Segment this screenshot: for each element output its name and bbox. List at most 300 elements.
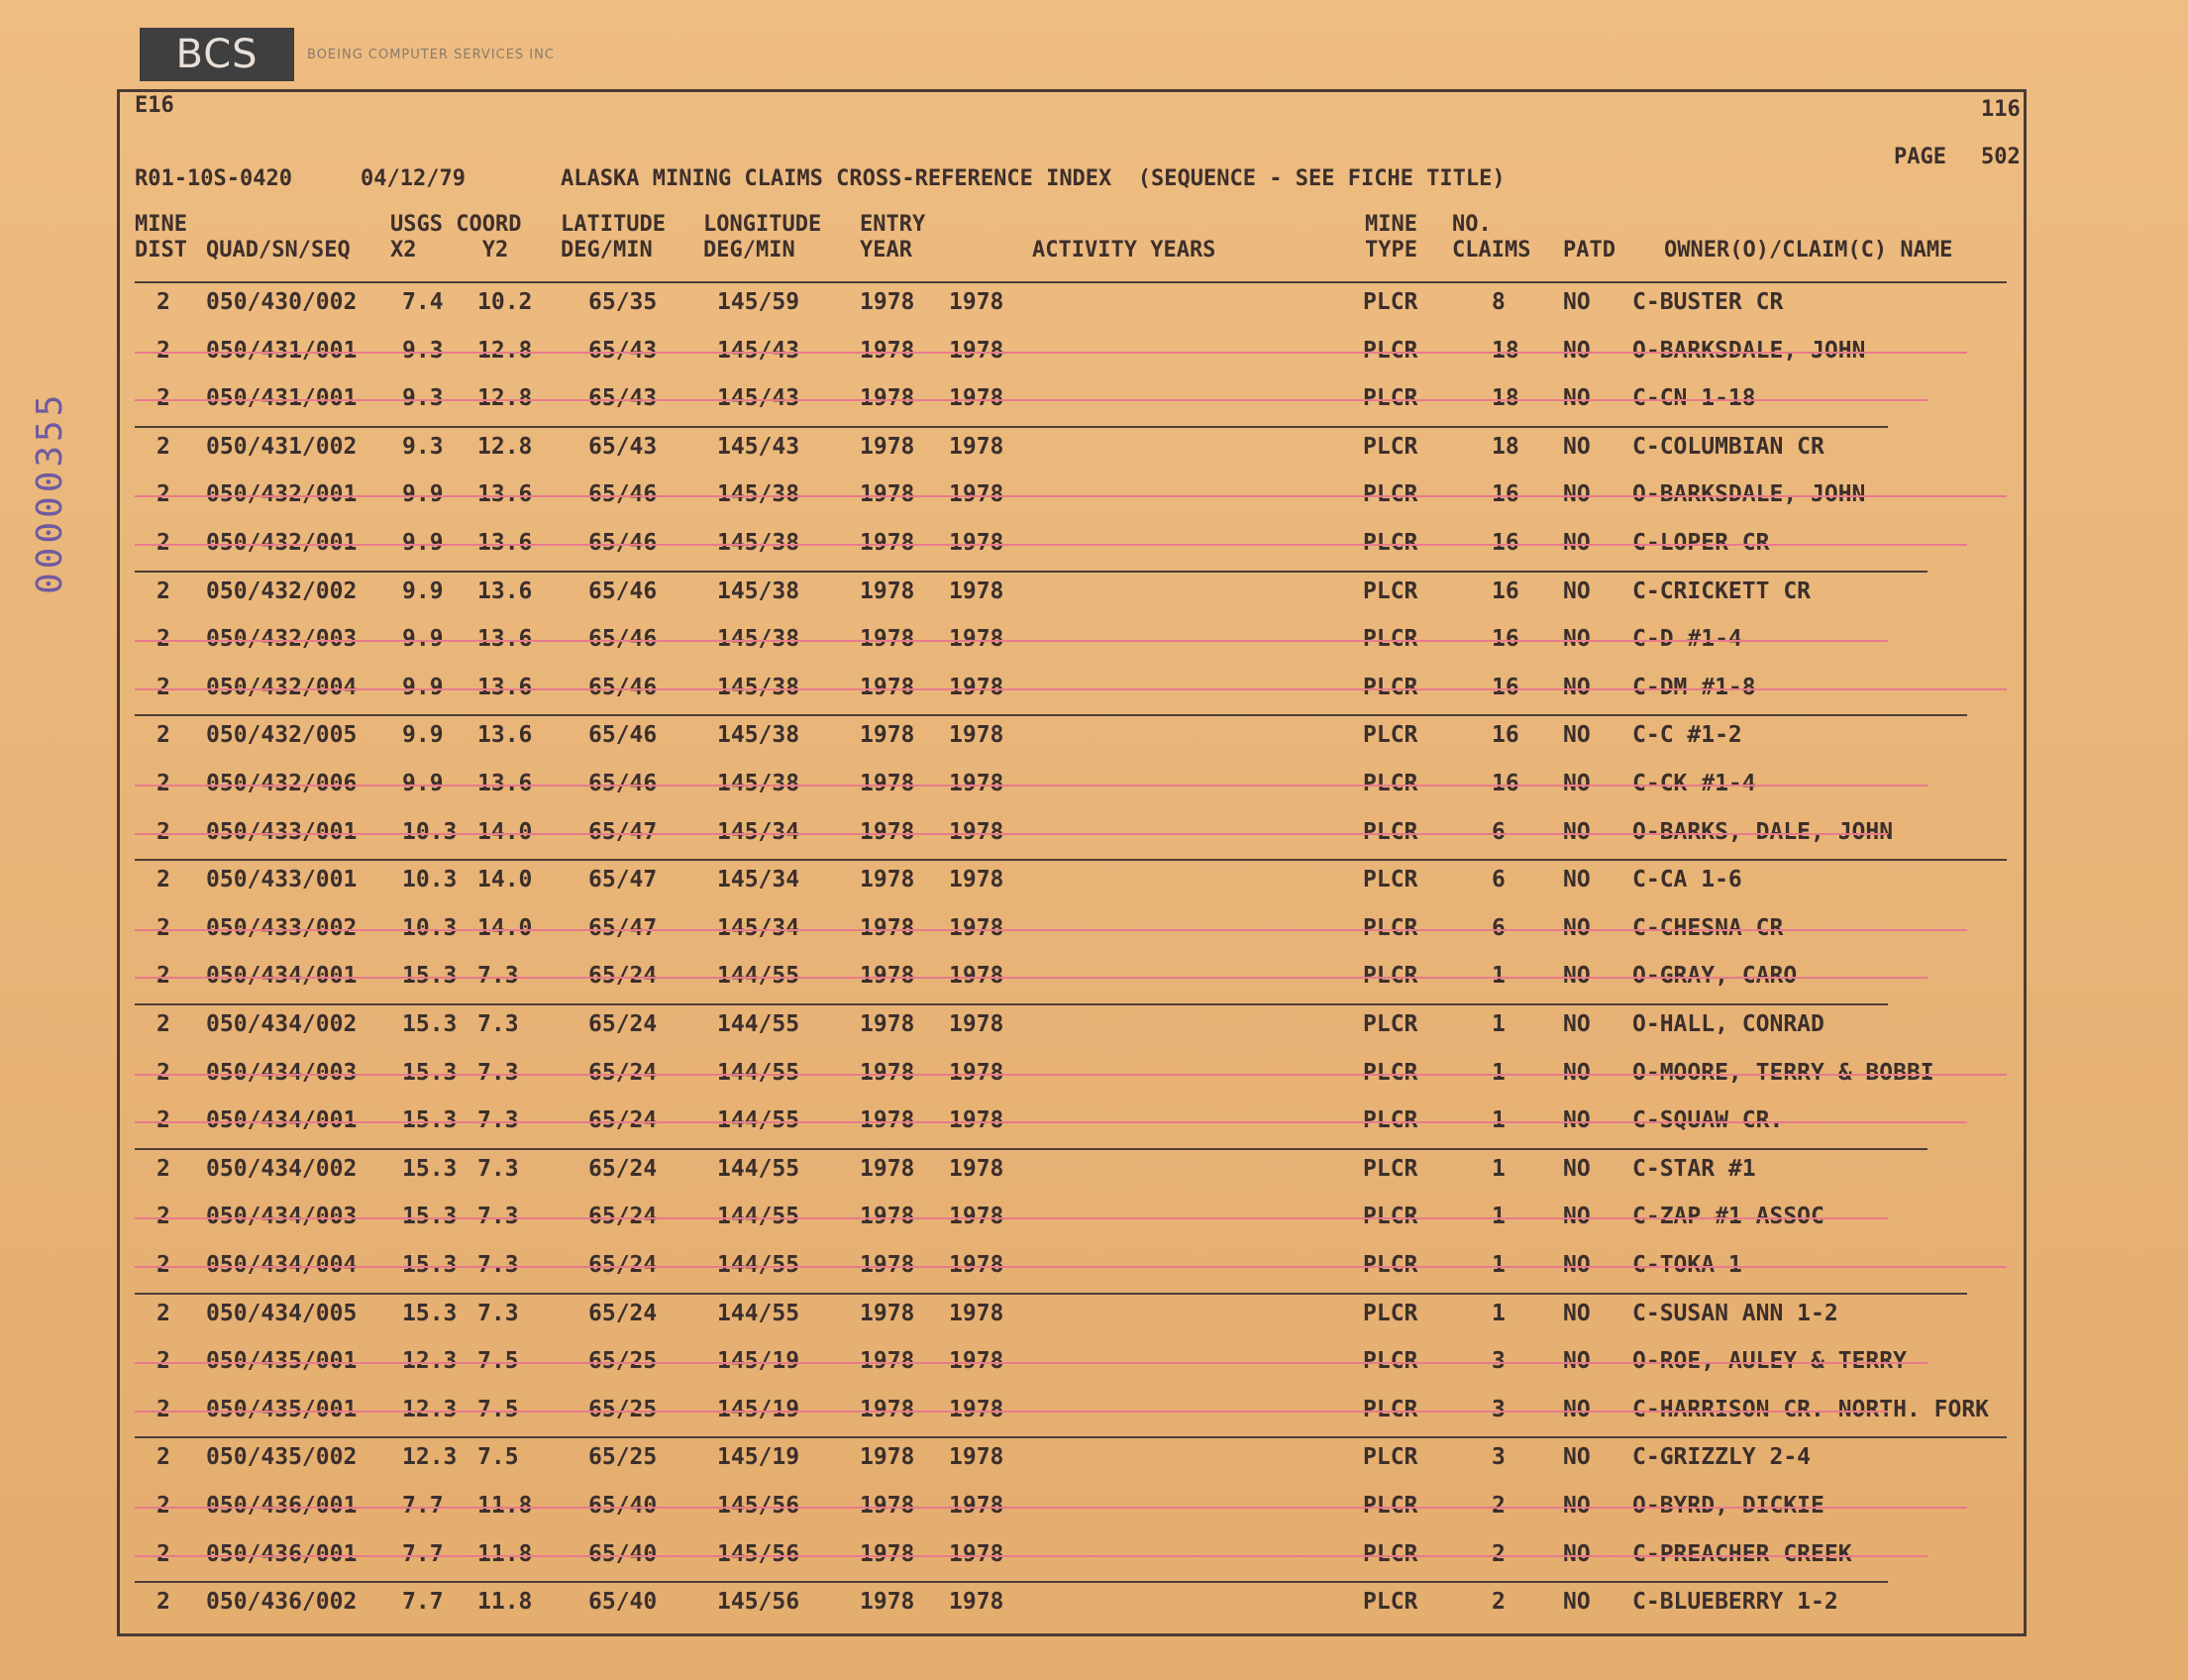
cell-name: C-DM #1-8 bbox=[1632, 674, 1756, 700]
cell-y2: 11.8 bbox=[477, 1493, 533, 1519]
cell-patd: NO bbox=[1563, 1493, 1591, 1519]
cell-dist: 2 bbox=[156, 771, 170, 796]
cell-type: PLCR bbox=[1363, 1493, 1418, 1519]
cell-entry: 1978 bbox=[860, 289, 915, 315]
row-rule bbox=[135, 977, 1928, 979]
cell-name: C-SUSAN ANN 1-2 bbox=[1632, 1300, 1838, 1326]
row-rule bbox=[135, 495, 2007, 497]
cell-lon: 144/55 bbox=[717, 1011, 800, 1037]
cell-y2: 11.8 bbox=[477, 1589, 533, 1616]
cell-type: PLCR bbox=[1363, 1011, 1418, 1037]
cell-y2: 12.8 bbox=[477, 385, 533, 412]
table-row bbox=[135, 857, 2017, 904]
cell-dist: 2 bbox=[156, 578, 170, 604]
cell-quad: 050/432/003 bbox=[206, 626, 358, 653]
table-row bbox=[135, 1146, 2017, 1194]
cell-type: PLCR bbox=[1363, 722, 1418, 749]
cell-type: PLCR bbox=[1363, 1155, 1418, 1182]
cell-name: O-HALL, CONRAD bbox=[1632, 1011, 1824, 1037]
cell-name: C-CHESNA CR bbox=[1632, 914, 1784, 941]
cell-y2: 14.0 bbox=[477, 914, 533, 941]
cell-dist: 2 bbox=[156, 1540, 170, 1567]
cell-entry: 1978 bbox=[860, 385, 915, 412]
table-row bbox=[135, 1001, 2017, 1049]
cell-lon: 145/38 bbox=[717, 771, 800, 796]
cell-quad: 050/430/002 bbox=[206, 289, 358, 315]
cell-dist: 2 bbox=[156, 1493, 170, 1519]
cell-name: C-CK #1-4 bbox=[1632, 771, 1756, 796]
cell-quad: 050/432/006 bbox=[206, 771, 358, 796]
cell-lat: 65/24 bbox=[588, 1300, 658, 1326]
cell-y2: 13.6 bbox=[477, 481, 533, 508]
cell-lon: 144/55 bbox=[717, 1300, 800, 1326]
cell-quad: 050/434/003 bbox=[206, 1204, 358, 1230]
cell-y2: 7.3 bbox=[477, 1155, 519, 1182]
cell-y2: 7.3 bbox=[477, 963, 519, 990]
report-id: R01-10S-0420 bbox=[135, 166, 292, 191]
row-rule bbox=[135, 785, 1928, 787]
cell-claims: 1 bbox=[1492, 1107, 1506, 1134]
cell-dist: 2 bbox=[156, 818, 170, 845]
cell-dist: 2 bbox=[156, 1155, 170, 1182]
document-stamp: 00000355 bbox=[30, 390, 70, 594]
cell-lon: 145/34 bbox=[717, 914, 800, 941]
cell-type: PLCR bbox=[1363, 626, 1418, 653]
header-mine-dist: MINE DIST bbox=[135, 212, 187, 262]
cell-lon: 145/43 bbox=[717, 433, 800, 460]
cell-act: 1978 bbox=[949, 1493, 1004, 1519]
cell-name: C-COLUMBIAN CR bbox=[1632, 433, 1824, 460]
cell-quad: 050/431/001 bbox=[206, 337, 358, 364]
cell-type: PLCR bbox=[1363, 674, 1418, 700]
cell-lat: 65/25 bbox=[588, 1444, 658, 1471]
cell-patd: NO bbox=[1563, 289, 1591, 315]
cell-quad: 050/434/003 bbox=[206, 1059, 358, 1086]
cell-lat: 65/24 bbox=[588, 1011, 658, 1037]
row-rule bbox=[135, 399, 1928, 401]
cell-type: PLCR bbox=[1363, 1059, 1418, 1086]
cell-dist: 2 bbox=[156, 963, 170, 990]
cell-x2: 7.7 bbox=[402, 1589, 444, 1616]
cell-dist: 2 bbox=[156, 1059, 170, 1086]
cell-entry: 1978 bbox=[860, 1493, 915, 1519]
cell-x2: 9.3 bbox=[402, 337, 444, 364]
header-mine-type: MINE TYPE bbox=[1365, 212, 1417, 262]
cell-x2: 15.3 bbox=[402, 1252, 458, 1278]
row-rule bbox=[135, 688, 2007, 690]
row-rule bbox=[135, 640, 1888, 642]
cell-name: O-ROE, AULEY & TERRY bbox=[1632, 1348, 1907, 1375]
row-rule bbox=[135, 1148, 1928, 1150]
cell-claims: 1 bbox=[1492, 963, 1506, 990]
cell-act: 1978 bbox=[949, 674, 1004, 700]
row-rule bbox=[135, 1436, 2007, 1438]
cell-lat: 65/40 bbox=[588, 1493, 658, 1519]
cell-name: C-CRICKETT CR bbox=[1632, 578, 1812, 604]
page-number: 502 bbox=[1981, 145, 2021, 169]
table-row bbox=[135, 953, 2017, 1000]
cell-name: O-BARKSDALE, JOHN bbox=[1632, 481, 1866, 508]
cell-name: C-LOPER CR bbox=[1632, 530, 1770, 556]
row-rule bbox=[135, 544, 1967, 546]
cell-name: O-GRAY, CARO bbox=[1632, 963, 1798, 990]
cell-entry: 1978 bbox=[860, 674, 915, 700]
cell-lat: 65/46 bbox=[588, 481, 658, 508]
cell-lon: 145/56 bbox=[717, 1493, 800, 1519]
cell-act: 1978 bbox=[949, 481, 1004, 508]
cell-y2: 14.0 bbox=[477, 818, 533, 845]
cell-name: C-SQUAW CR. bbox=[1632, 1107, 1784, 1134]
cell-claims: 18 bbox=[1492, 433, 1519, 460]
cell-type: PLCR bbox=[1363, 481, 1418, 508]
cell-entry: 1978 bbox=[860, 722, 915, 749]
cell-patd: NO bbox=[1563, 914, 1591, 941]
cell-lon: 145/19 bbox=[717, 1444, 800, 1471]
cell-x2: 9.3 bbox=[402, 433, 444, 460]
cell-dist: 2 bbox=[156, 1011, 170, 1037]
cell-lon: 145/19 bbox=[717, 1396, 800, 1422]
cell-act: 1978 bbox=[949, 1059, 1004, 1086]
cell-act: 1978 bbox=[949, 1011, 1004, 1037]
cell-name: C-CN 1-18 bbox=[1632, 385, 1756, 412]
cell-dist: 2 bbox=[156, 1300, 170, 1326]
row-rule bbox=[135, 281, 2007, 283]
row-rule bbox=[135, 426, 1888, 428]
header-entry-year: ENTRY YEAR bbox=[860, 212, 926, 262]
table-row bbox=[135, 1338, 2017, 1386]
cell-type: PLCR bbox=[1363, 867, 1418, 893]
cell-claims: 2 bbox=[1492, 1540, 1506, 1567]
cell-name: C-PREACHER CREEK bbox=[1632, 1540, 1852, 1567]
cell-lon: 145/38 bbox=[717, 674, 800, 700]
row-rule bbox=[135, 1581, 1888, 1583]
frame-id-left: E16 bbox=[135, 93, 174, 118]
header-quad: QUAD/SN/SEQ bbox=[206, 238, 351, 262]
cell-act: 1978 bbox=[949, 1252, 1004, 1278]
cell-name: C-GRIZZLY 2-4 bbox=[1632, 1444, 1812, 1471]
cell-claims: 3 bbox=[1492, 1396, 1506, 1422]
cell-dist: 2 bbox=[156, 1204, 170, 1230]
cell-x2: 9.9 bbox=[402, 722, 444, 749]
cell-lon: 145/38 bbox=[717, 578, 800, 604]
cell-quad: 050/436/001 bbox=[206, 1540, 358, 1567]
cell-act: 1978 bbox=[949, 1107, 1004, 1134]
cell-entry: 1978 bbox=[860, 530, 915, 556]
cell-claims: 16 bbox=[1492, 722, 1519, 749]
cell-act: 1978 bbox=[949, 1540, 1004, 1567]
cell-entry: 1978 bbox=[860, 626, 915, 653]
page-label: PAGE bbox=[1894, 145, 1946, 169]
row-rule bbox=[135, 929, 1967, 931]
table-row bbox=[135, 616, 2017, 664]
cell-entry: 1978 bbox=[860, 1059, 915, 1086]
cell-dist: 2 bbox=[156, 1348, 170, 1375]
cell-act: 1978 bbox=[949, 337, 1004, 364]
cell-quad: 050/436/001 bbox=[206, 1493, 358, 1519]
cell-entry: 1978 bbox=[860, 578, 915, 604]
cell-y2: 7.3 bbox=[477, 1252, 519, 1278]
cell-claims: 16 bbox=[1492, 626, 1519, 653]
cell-act: 1978 bbox=[949, 963, 1004, 990]
cell-lon: 145/56 bbox=[717, 1540, 800, 1567]
cell-x2: 10.3 bbox=[402, 818, 458, 845]
cell-x2: 10.3 bbox=[402, 914, 458, 941]
table-row bbox=[135, 1531, 2017, 1579]
cell-quad: 050/434/001 bbox=[206, 1107, 358, 1134]
cell-name: C-C #1-2 bbox=[1632, 722, 1742, 749]
cell-act: 1978 bbox=[949, 914, 1004, 941]
cell-y2: 7.3 bbox=[477, 1300, 519, 1326]
table-row bbox=[135, 569, 2017, 616]
cell-x2: 9.9 bbox=[402, 578, 444, 604]
cell-type: PLCR bbox=[1363, 578, 1418, 604]
cell-name: O-BARKSDALE, JOHN bbox=[1632, 337, 1866, 364]
cell-patd: NO bbox=[1563, 578, 1591, 604]
cell-act: 1978 bbox=[949, 289, 1004, 315]
header-activity-years: ACTIVITY YEARS bbox=[1032, 238, 1216, 262]
cell-lat: 65/47 bbox=[588, 914, 658, 941]
cell-quad: 050/431/001 bbox=[206, 385, 358, 412]
cell-type: PLCR bbox=[1363, 1252, 1418, 1278]
cell-patd: NO bbox=[1563, 1444, 1591, 1471]
table-row bbox=[135, 1050, 2017, 1098]
cell-y2: 10.2 bbox=[477, 289, 533, 315]
cell-x2: 15.3 bbox=[402, 1300, 458, 1326]
cell-lat: 65/24 bbox=[588, 1204, 658, 1230]
cell-type: PLCR bbox=[1363, 771, 1418, 796]
cell-claims: 16 bbox=[1492, 530, 1519, 556]
cell-lon: 145/38 bbox=[717, 626, 800, 653]
cell-claims: 8 bbox=[1492, 289, 1506, 315]
cell-entry: 1978 bbox=[860, 1589, 915, 1616]
bcs-logo: BCS bbox=[140, 28, 294, 81]
cell-type: PLCR bbox=[1363, 1589, 1418, 1616]
cell-claims: 2 bbox=[1492, 1589, 1506, 1616]
cell-dist: 2 bbox=[156, 1589, 170, 1616]
cell-lat: 65/47 bbox=[588, 867, 658, 893]
report-date: 04/12/79 bbox=[361, 166, 466, 191]
cell-lat: 65/43 bbox=[588, 433, 658, 460]
cell-y2: 7.5 bbox=[477, 1444, 519, 1471]
cell-patd: NO bbox=[1563, 674, 1591, 700]
cell-type: PLCR bbox=[1363, 914, 1418, 941]
cell-quad: 050/432/001 bbox=[206, 530, 358, 556]
table-row bbox=[135, 905, 2017, 953]
cell-entry: 1978 bbox=[860, 433, 915, 460]
cell-x2: 7.7 bbox=[402, 1493, 444, 1519]
cell-name: C-BUSTER CR bbox=[1632, 289, 1784, 315]
row-rule bbox=[135, 1507, 1967, 1509]
row-rule bbox=[135, 1293, 1967, 1295]
cell-y2: 13.6 bbox=[477, 674, 533, 700]
cell-lat: 65/40 bbox=[588, 1540, 658, 1567]
cell-claims: 1 bbox=[1492, 1252, 1506, 1278]
cell-type: PLCR bbox=[1363, 1540, 1418, 1567]
cell-x2: 12.3 bbox=[402, 1348, 458, 1375]
cell-act: 1978 bbox=[949, 1204, 1004, 1230]
cell-patd: NO bbox=[1563, 385, 1591, 412]
cell-lon: 145/19 bbox=[717, 1348, 800, 1375]
cell-lat: 65/24 bbox=[588, 963, 658, 990]
cell-patd: NO bbox=[1563, 1252, 1591, 1278]
cell-entry: 1978 bbox=[860, 337, 915, 364]
table-row bbox=[135, 1242, 2017, 1290]
cell-patd: NO bbox=[1563, 771, 1591, 796]
cell-patd: NO bbox=[1563, 1589, 1591, 1616]
cell-lat: 65/35 bbox=[588, 289, 658, 315]
cell-entry: 1978 bbox=[860, 963, 915, 990]
table-row bbox=[135, 1434, 2017, 1482]
cell-dist: 2 bbox=[156, 867, 170, 893]
cell-quad: 050/432/005 bbox=[206, 722, 358, 749]
cell-name: C-CA 1-6 bbox=[1632, 867, 1742, 893]
table-row bbox=[135, 472, 2017, 519]
cell-act: 1978 bbox=[949, 1155, 1004, 1182]
cell-lon: 144/55 bbox=[717, 1059, 800, 1086]
cell-patd: NO bbox=[1563, 818, 1591, 845]
cell-x2: 12.3 bbox=[402, 1444, 458, 1471]
row-rule bbox=[135, 1266, 2007, 1268]
cell-type: PLCR bbox=[1363, 963, 1418, 990]
cell-lat: 65/46 bbox=[588, 771, 658, 796]
table-row bbox=[135, 1098, 2017, 1145]
cell-entry: 1978 bbox=[860, 818, 915, 845]
row-rule bbox=[135, 859, 2007, 861]
cell-patd: NO bbox=[1563, 1155, 1591, 1182]
cell-x2: 15.3 bbox=[402, 1011, 458, 1037]
cell-claims: 6 bbox=[1492, 818, 1506, 845]
cell-act: 1978 bbox=[949, 1444, 1004, 1471]
header-usgs-coord: USGS COORD X2 Y2 bbox=[390, 212, 522, 262]
cell-x2: 7.7 bbox=[402, 1540, 444, 1567]
cell-y2: 7.3 bbox=[477, 1204, 519, 1230]
cell-patd: NO bbox=[1563, 530, 1591, 556]
cell-act: 1978 bbox=[949, 818, 1004, 845]
cell-patd: NO bbox=[1563, 1540, 1591, 1567]
cell-dist: 2 bbox=[156, 722, 170, 749]
cell-quad: 050/434/005 bbox=[206, 1300, 358, 1326]
cell-entry: 1978 bbox=[860, 1252, 915, 1278]
cell-x2: 9.3 bbox=[402, 385, 444, 412]
cell-dist: 2 bbox=[156, 337, 170, 364]
cell-lon: 145/38 bbox=[717, 530, 800, 556]
cell-act: 1978 bbox=[949, 385, 1004, 412]
cell-quad: 050/432/001 bbox=[206, 481, 358, 508]
cell-lat: 65/43 bbox=[588, 337, 658, 364]
cell-x2: 15.3 bbox=[402, 1107, 458, 1134]
cell-claims: 2 bbox=[1492, 1493, 1506, 1519]
cell-name: C-D #1-4 bbox=[1632, 626, 1742, 653]
cell-type: PLCR bbox=[1363, 433, 1418, 460]
table-row bbox=[135, 1579, 2017, 1627]
cell-patd: NO bbox=[1563, 867, 1591, 893]
cell-dist: 2 bbox=[156, 626, 170, 653]
cell-quad: 050/434/002 bbox=[206, 1155, 358, 1182]
cell-type: PLCR bbox=[1363, 1444, 1418, 1471]
cell-quad: 050/432/004 bbox=[206, 674, 358, 700]
cell-y2: 7.3 bbox=[477, 1011, 519, 1037]
cell-claims: 6 bbox=[1492, 867, 1506, 893]
cell-act: 1978 bbox=[949, 1348, 1004, 1375]
cell-claims: 16 bbox=[1492, 674, 1519, 700]
table-row bbox=[135, 1483, 2017, 1530]
cell-claims: 1 bbox=[1492, 1155, 1506, 1182]
cell-dist: 2 bbox=[156, 289, 170, 315]
cell-patd: NO bbox=[1563, 337, 1591, 364]
row-rule bbox=[135, 714, 1967, 716]
table-row bbox=[135, 520, 2017, 568]
cell-entry: 1978 bbox=[860, 1540, 915, 1567]
cell-y2: 7.5 bbox=[477, 1396, 519, 1422]
cell-lon: 144/55 bbox=[717, 1204, 800, 1230]
cell-entry: 1978 bbox=[860, 1300, 915, 1326]
cell-y2: 11.8 bbox=[477, 1540, 533, 1567]
cell-entry: 1978 bbox=[860, 1444, 915, 1471]
cell-name: C-BLUEBERRY 1-2 bbox=[1632, 1589, 1838, 1616]
cell-claims: 18 bbox=[1492, 385, 1519, 412]
cell-lat: 65/24 bbox=[588, 1155, 658, 1182]
frame-id-right: 116 bbox=[1981, 97, 2021, 122]
cell-lat: 65/46 bbox=[588, 626, 658, 653]
table-row bbox=[135, 328, 2017, 375]
cell-x2: 15.3 bbox=[402, 1204, 458, 1230]
cell-quad: 050/435/001 bbox=[206, 1348, 358, 1375]
cell-y2: 14.0 bbox=[477, 867, 533, 893]
cell-claims: 18 bbox=[1492, 337, 1519, 364]
cell-y2: 13.6 bbox=[477, 771, 533, 796]
table-row bbox=[135, 375, 2017, 423]
cell-x2: 15.3 bbox=[402, 963, 458, 990]
cell-act: 1978 bbox=[949, 867, 1004, 893]
cell-claims: 1 bbox=[1492, 1300, 1506, 1326]
cell-lon: 144/55 bbox=[717, 1107, 800, 1134]
cell-patd: NO bbox=[1563, 481, 1591, 508]
cell-entry: 1978 bbox=[860, 1204, 915, 1230]
cell-patd: NO bbox=[1563, 1396, 1591, 1422]
cell-y2: 13.6 bbox=[477, 722, 533, 749]
cell-y2: 7.5 bbox=[477, 1348, 519, 1375]
cell-entry: 1978 bbox=[860, 481, 915, 508]
cell-entry: 1978 bbox=[860, 914, 915, 941]
row-rule bbox=[135, 1362, 1928, 1364]
cell-quad: 050/433/002 bbox=[206, 914, 358, 941]
cell-x2: 7.4 bbox=[402, 289, 444, 315]
cell-lon: 145/34 bbox=[717, 818, 800, 845]
cell-x2: 12.3 bbox=[402, 1396, 458, 1422]
cell-quad: 050/431/002 bbox=[206, 433, 358, 460]
cell-lat: 65/43 bbox=[588, 385, 658, 412]
cell-dist: 2 bbox=[156, 914, 170, 941]
report-title: ALASKA MINING CLAIMS CROSS-REFERENCE INDEX (SEQUENCE - SEE FICHE TITLE) bbox=[561, 166, 1506, 191]
cell-name: C-STAR #1 bbox=[1632, 1155, 1756, 1182]
cell-claims: 6 bbox=[1492, 914, 1506, 941]
cell-lat: 65/46 bbox=[588, 578, 658, 604]
cell-act: 1978 bbox=[949, 530, 1004, 556]
cell-entry: 1978 bbox=[860, 1011, 915, 1037]
cell-patd: NO bbox=[1563, 963, 1591, 990]
table-row bbox=[135, 1194, 2017, 1241]
cell-lon: 145/56 bbox=[717, 1589, 800, 1616]
cell-quad: 050/433/001 bbox=[206, 867, 358, 893]
cell-dist: 2 bbox=[156, 530, 170, 556]
cell-quad: 050/434/001 bbox=[206, 963, 358, 990]
cell-lat: 65/25 bbox=[588, 1396, 658, 1422]
cell-entry: 1978 bbox=[860, 1155, 915, 1182]
cell-type: PLCR bbox=[1363, 530, 1418, 556]
cell-x2: 9.9 bbox=[402, 771, 444, 796]
cell-lon: 145/59 bbox=[717, 289, 800, 315]
cell-y2: 12.8 bbox=[477, 337, 533, 364]
